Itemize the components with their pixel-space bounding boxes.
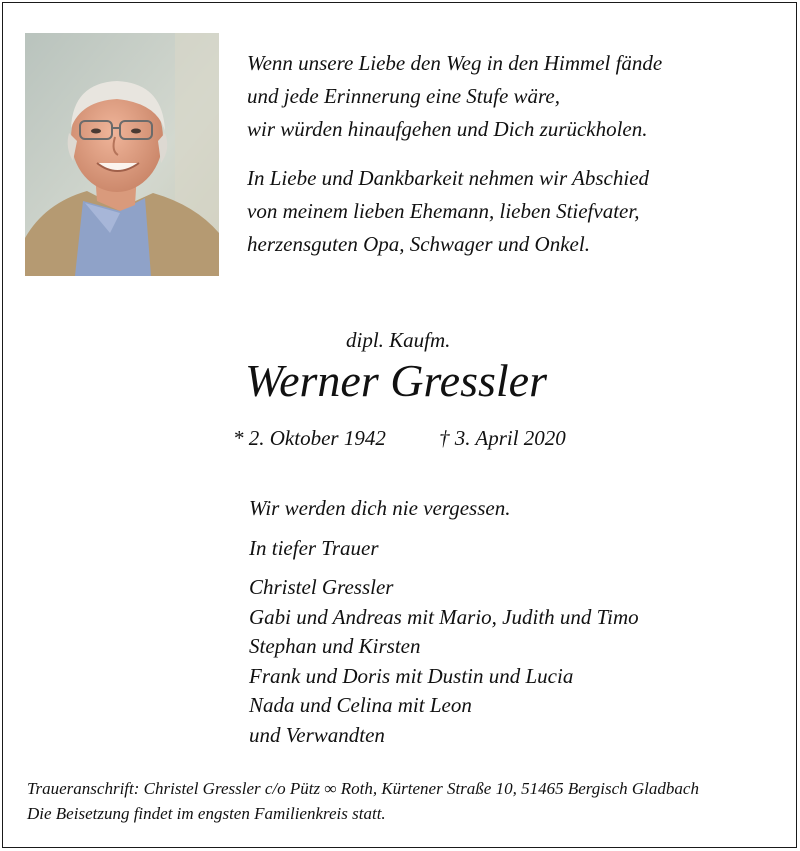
mourner-entry: und Verwandten <box>249 722 385 747</box>
death-date: † 3. April 2020 <box>439 426 566 450</box>
poem-line: und jede Erinnerung eine Stufe wäre, <box>247 84 560 108</box>
farewell-line: In Liebe und Dankbarkeit nehmen wir Abschied <box>247 166 650 190</box>
mourner-entry: Stephan und Kirsten <box>249 634 421 658</box>
obituary-notice <box>2 2 797 848</box>
farewell-text <box>247 162 649 261</box>
mourner-entry: Christel Gressler <box>249 575 394 599</box>
poem-verse <box>247 47 662 146</box>
mourner-entry: Gabi und Andreas mit Mario, Judith und Timo <box>249 604 639 629</box>
farewell-line: von meinem lieben Ehemann, lieben Stiefvater, <box>247 199 640 223</box>
remembrance-line: Wir werden dich nie vergessen. <box>249 496 511 520</box>
mourning-heading: In tiefer Trauer <box>249 536 379 560</box>
mourning-address: Traueranschrift: Christel Gressler c/o Pütz ∞ Roth, Kürtener Straße 10, 51465 Bergisch Gladbach <box>27 779 699 798</box>
portrait-illustration <box>25 33 219 276</box>
deceased-name: Werner Gressler <box>245 355 547 406</box>
mourner-entry: Nada und Celina mit Leon <box>249 693 472 717</box>
farewell-line: herzensguten Opa, Schwager und Onkel. <box>247 232 590 256</box>
portrait-photo <box>25 33 219 276</box>
poem-line: wir würden hinaufgehen und Dich zurückholen. <box>247 117 648 141</box>
poem-line: Wenn unsere Liebe den Weg in den Himmel fände <box>247 51 663 75</box>
funeral-note: Die Beisetzung findet im engsten Familienkreis statt. <box>27 804 386 823</box>
birth-date: * 2. Oktober 1942 <box>233 426 386 450</box>
mourner-entry: Frank und Doris mit Dustin und Lucia <box>249 663 574 688</box>
mourners-list <box>249 573 639 750</box>
academic-title: dipl. Kaufm. <box>346 328 451 352</box>
footer <box>27 776 699 826</box>
